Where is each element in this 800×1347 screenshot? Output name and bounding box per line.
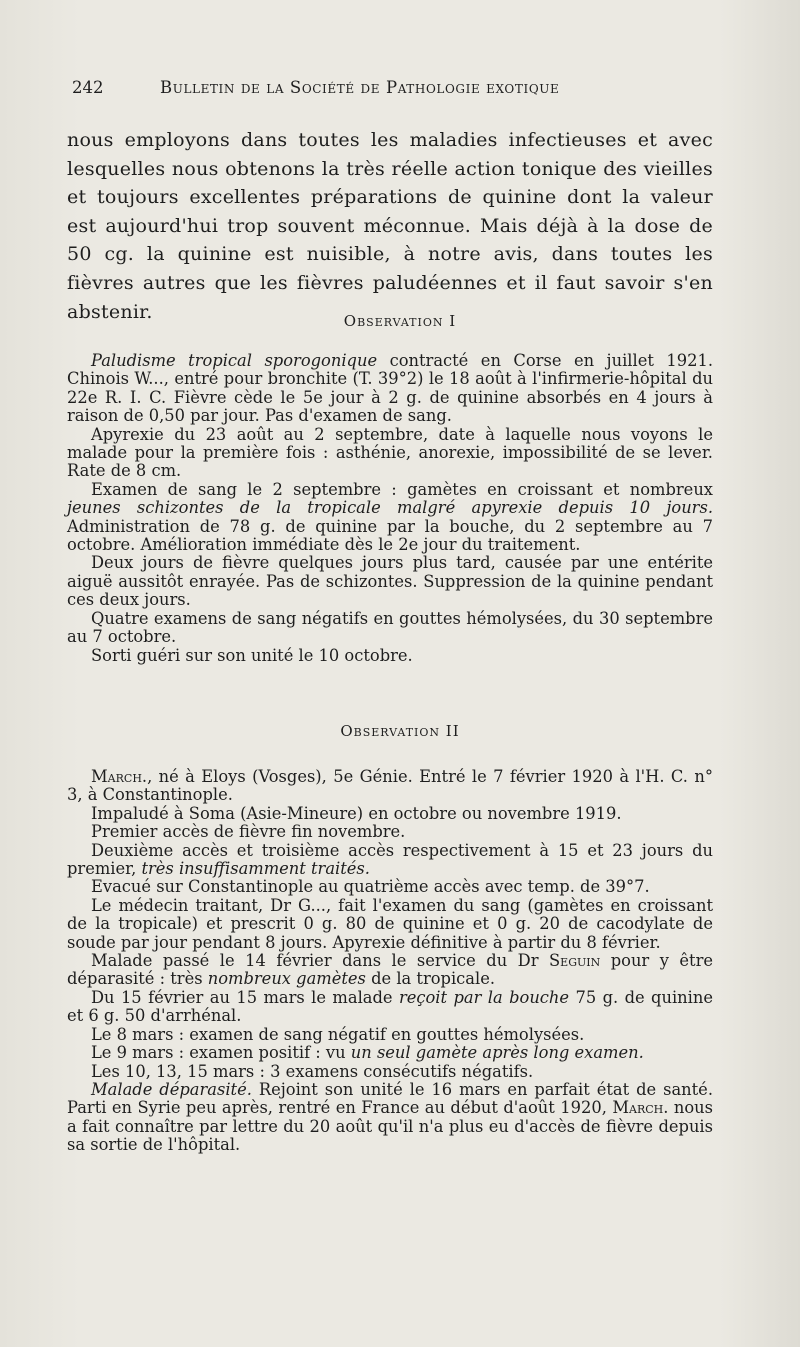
obs1-p3-italic: jeunes schizontes de la tropicale malgré apyrexie depuis 10 jours.: [67, 498, 713, 518]
obs1-diagnosis: Paludisme tropical sporogonique: [91, 351, 378, 370]
obs2-paragraph-12: [67, 1081, 713, 1155]
obs2-p8-italic: reçoit par la bouche: [398, 987, 570, 1007]
observation-2-body: [67, 768, 713, 1155]
intro-paragraph: [67, 126, 713, 326]
obs2-p7-text-c: de la tropicale.: [365, 969, 496, 989]
obs1-p3-text-a: Examen de sang le 2 septembre : gamètes en croissant et nombreux: [91, 479, 713, 499]
obs2-p7-text-a: Malade passé le 14 février dans le service du Dr: [91, 951, 550, 971]
obs2-paragraph-11: Les 10, 13, 15 mars : 3 examens consécutifs négatifs.: [91, 1061, 534, 1081]
obs2-p8-text-b: 75 g. de quinine et 6 g. 50 d'arrhénal.: [67, 987, 713, 1026]
obs2-p8-text-a: Du 15 février au 15 mars le malade: [91, 987, 399, 1007]
obs1-paragraph-2: Apyrexie du 23 août au 2 septembre, date à laquelle nous voyons le malade pour la première fois : asthénie, anorexie, impossibilité de se lever. Rate de 8 cm.: [67, 424, 713, 481]
obs2-p12-italic: Malade déparasité.: [91, 1079, 252, 1099]
obs1-p1-text: contracté en Corse en juillet 1921. Chinois W..., entré pour bronchite (T. 39°2) le 18 août à l'infirmerie-hôpital du 22e R. I. C. Fièvre cède le 5e jour à 2 g. de quinine absorbés en 4 jours à raison de 0,50 par jour. Pas d'examen de sang.: [67, 351, 713, 426]
observation-2-title: Observation II: [340, 722, 460, 740]
obs1-paragraph-3: [67, 481, 713, 555]
observation-1-body: [67, 352, 713, 665]
obs2-p12-text-a: Rejoint son unité le 16 mars en parfait état de santé. Parti en Syrie peu après, rentré en France au début d'août 1920,: [67, 1079, 713, 1118]
obs2-paragraph-9: Le 8 mars : examen de sang négatif en gouttes hémolysées.: [91, 1024, 585, 1044]
doctor-name: Seguin: [549, 951, 601, 971]
page-number: 242: [72, 78, 104, 97]
obs2-p1-text: , né à Eloys (Vosges), 5e Génie. Entré le 7 février 1920 à l'H. C. n° 3, à Constantinople.: [67, 767, 713, 805]
obs2-paragraph-4: [67, 842, 713, 879]
obs2-paragraph-3: Premier accès de fièvre fin novembre.: [91, 822, 406, 842]
obs1-paragraph-5: Quatre examens de sang négatifs en gouttes hémolysées, du 30 septembre au 7 octobre.: [67, 608, 713, 647]
journal-title: Bulletin de la Société de Pathologie exotique: [160, 78, 560, 97]
obs2-p4-text: Deuxième accès et troisième accès respectivement à 15 et 23 jours du premier,: [67, 840, 713, 879]
obs1-paragraph-4: Deux jours de fièvre quelques jours plus tard, causée par une entérite aiguë aussitôt enrayée. Pas de schizontes. Suppression de la quinine pendant ces deux jours.: [67, 553, 713, 610]
observation-1-title: Observation I: [343, 312, 457, 330]
obs2-p12-text-b: nous a fait connaître par lettre du 20 août qu'il n'a plus eu d'accès de fièvre depuis sa sortie de l'hôpital.: [67, 1098, 713, 1155]
obs2-paragraph-7: [67, 952, 713, 989]
obs2-p7-text-b: pour y être déparasité : très: [67, 951, 713, 989]
patient-name: March.: [91, 767, 148, 786]
obs2-paragraph-6: Le médecin traitant, Dr G..., fait l'examen du sang (gamètes en croissant de la tropicale) et prescrit 0 g. 80 de quinine et 0 g. 20 de cacodylate de soude par jour pendant 8 jours. Apyrexie définitive à partir du 8 février.: [67, 895, 713, 952]
obs2-p4-italic: très insuffisamment traités.: [141, 859, 370, 879]
obs1-paragraph-6: Sorti guéri sur son unité le 10 octobre.: [91, 645, 413, 665]
obs1-paragraph-1: [67, 352, 713, 426]
patient-name-2: March.: [612, 1098, 669, 1118]
obs2-p10-italic: un seul gamète après long examen.: [350, 1043, 644, 1063]
obs2-paragraph-10: [67, 1044, 713, 1062]
obs2-paragraph-2: Impaludé à Soma (Asie-Mineure) en octobre ou novembre 1919.: [91, 803, 622, 823]
obs2-paragraph-1: [67, 768, 713, 805]
intro-text: nous employons dans toutes les maladies infectieuses et avec lesquelles nous obtenons la très réelle action tonique des vieilles et toujours excellentes préparations de quinine dont la valeur est aujourd'hui trop souvent méconnue. Mais déjà à la dose de 50 cg. la quinine est nuisible, à notre avis, dans toutes les fièvres autres que les fièvres paludéennes et il faut savoir s'en abstenir.: [67, 129, 713, 323]
obs2-p7-italic: nombreux gamètes: [207, 969, 366, 989]
obs2-paragraph-8: [67, 989, 713, 1026]
obs1-p3-text-b: Administration de 78 g. de quinine par la bouche, du 2 septembre au 7 octobre. Amélioration immédiate dès le 2e jour du traitement.: [67, 516, 713, 555]
obs2-p10-text: Le 9 mars : examen positif : vu: [91, 1043, 351, 1063]
obs2-paragraph-5: Evacué sur Constantinople au quatrième accès avec temp. de 39°7.: [91, 877, 650, 897]
